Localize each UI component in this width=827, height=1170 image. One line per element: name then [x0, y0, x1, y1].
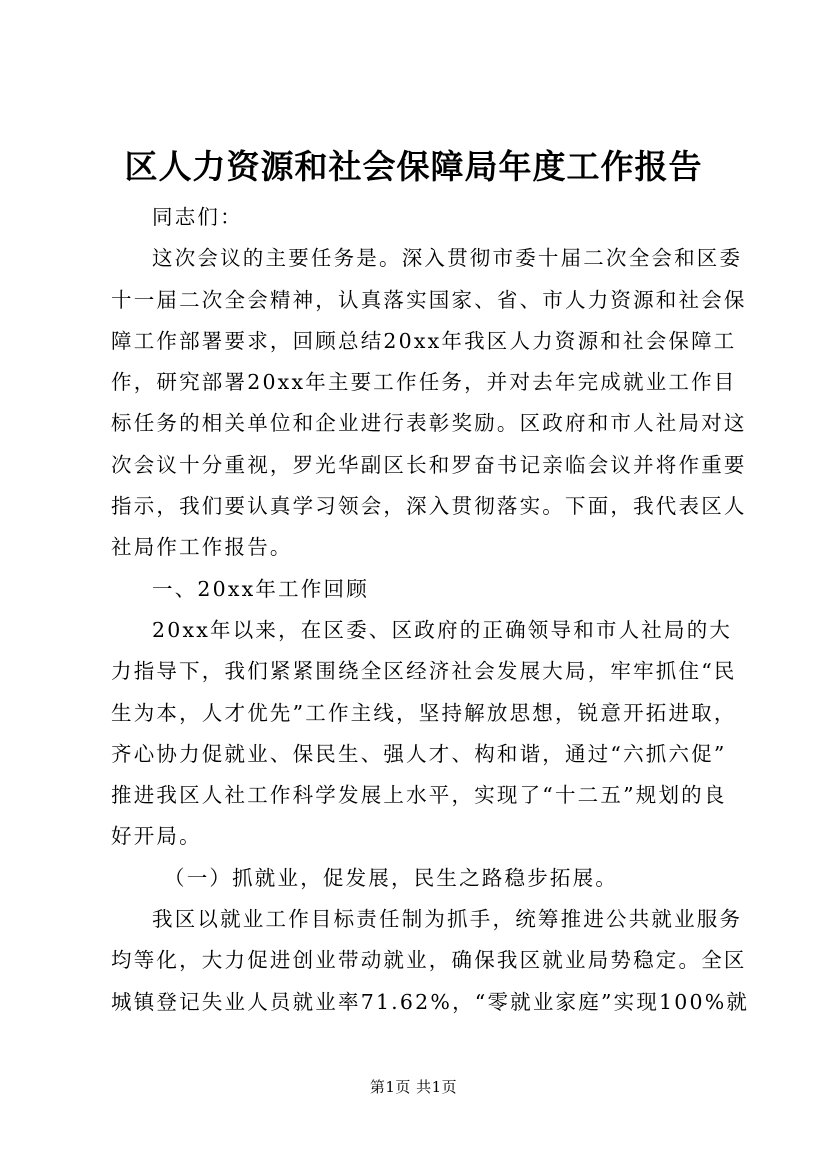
- section-heading: 一、20xx年工作回顾: [152, 576, 369, 601]
- document-body: [111, 197, 750, 1023]
- paragraph-line: 齐心协力促就业、保民生、强人才、构和谐，通过“六抓六促”: [111, 741, 727, 766]
- paragraph-line: 这次会议的主要任务是。深入贯彻市委十届二次全会和区委: [152, 246, 743, 271]
- paragraph-line: 作，研究部署20xx年主要工作任务，并对去年完成就业工作目: [111, 370, 737, 395]
- paragraph-line: 社局作工作报告。: [111, 535, 293, 560]
- paragraph-line: 均等化，大力促进创业带动就业，确保我区就业局势稳定。全区: [111, 948, 747, 973]
- paragraph-line: 推进我区人社工作科学发展上水平，实现了“十二五”规划的良: [111, 783, 727, 808]
- salutation-line: 同志们：: [152, 205, 243, 229]
- document-title: 区人力资源和社会保障局年度工作报告: [124, 147, 703, 186]
- paragraph-line: 好开局。: [111, 824, 202, 849]
- paragraph-line: 生为本，人才优先”工作主线，坚持解放思想，锐意开拓进取，: [111, 700, 737, 725]
- paragraph-line: 力指导下，我们紧紧围绕全区经济社会发展大局，牢牢抓住“民: [111, 659, 737, 684]
- paragraph-line: 20xx年以来，在区委、区政府的正确领导和市人社局的大: [152, 617, 733, 642]
- paragraph-line: 城镇登记失业人员就业率71.62%，“零就业家庭”实现100%就: [111, 989, 750, 1014]
- paragraph-line: 指示，我们要认真学习领会，深入贯彻落实。下面，我代表区人: [111, 494, 747, 519]
- subsection-heading: （一）抓就业，促发展，民生之路稳步拓展。: [164, 865, 618, 890]
- paragraph-line: 十一届二次全会精神，认真落实国家、省、市人力资源和社会保: [111, 287, 747, 312]
- page-footer: 第1页 共1页: [369, 1078, 458, 1096]
- paragraph-line: 标任务的相关单位和企业进行表彰奖励。区政府和市人社局对这: [111, 411, 747, 436]
- paragraph-line: 我区以就业工作目标责任制为抓手，统筹推进公共就业服务: [152, 907, 743, 932]
- paragraph-line: 次会议十分重视，罗光华副区长和罗奋书记亲临会议并将作重要: [111, 452, 747, 477]
- paragraph-line: 障工作部署要求，回顾总结20xx年我区人力资源和社会保障工: [111, 328, 737, 353]
